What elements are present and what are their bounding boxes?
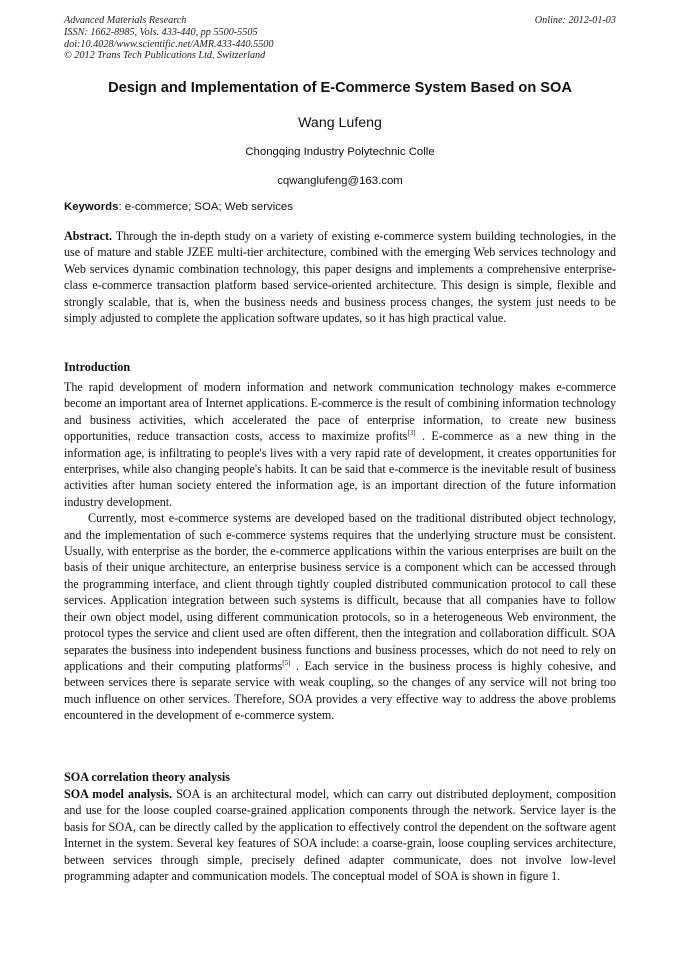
intro-p1-text-a: The rapid development of modern information and network communication technology makes e-commerce become an important area of Internet applications. E-commerce is the result of combining information technology and business activities, which accelerated the pace of enterprise information, to create new business opportunities, reduce transaction costs, access to maximize profits	[64, 380, 616, 444]
soa-model-paragraph	[64, 786, 616, 884]
citation-ref: [5]	[282, 658, 291, 667]
keywords-text: : e-commerce; SOA; Web services	[118, 201, 293, 213]
intro-paragraph-2	[64, 510, 616, 723]
online-date: Online: 2012-01-03	[534, 15, 616, 26]
copyright-line: © 2012 Trans Tech Publications Ltd, Switzerland	[64, 50, 266, 62]
soa-section-heading: SOA correlation theory analysis	[64, 770, 230, 784]
author-email: cqwanglufeng@163.com	[277, 175, 403, 187]
paper-title: Design and Implementation of E-Commerce System Based on SOA	[108, 80, 572, 96]
issn-line: ISSN: 1662-8985, Vols. 433-440, pp 5500-5505	[64, 26, 258, 38]
citation-ref: [3]	[407, 429, 416, 438]
journal-name: Advanced Materials Research	[64, 15, 187, 26]
journal-header	[64, 15, 616, 62]
intro-p2-text-b: . Each service in the business process is highly cohesive, and between services there is separate service with weak coupling, so the changes of any service will not bring too much influence on other services. Therefore, SOA provides a very effective way to address the above problems encountered in the development of e-commerce system.	[64, 658, 617, 723]
introduction-body	[64, 379, 616, 724]
soa-model-lead: SOA model analysis.	[64, 787, 172, 801]
abstract-paragraph	[64, 228, 616, 326]
author-affiliation: Chongqing Industry Polytechnic Colle	[245, 146, 435, 158]
soa-model-text: SOA is an architectural model, which can carry out distributed deployment, composition and use for the loose coupled coarse-grained application components through the network. Service layer is the basis for SOA, can be directly called by the application to effectively control the dependent on the software agent Internet in the system. Several key features of SOA include: a coarse-grain, loose coupling services architecture, between services through simple, precisely defined adapter communicate, does not involve low-level programming adapter and communication models. The conceptual model of SOA is shown in figure 1.	[64, 787, 617, 884]
doi-line: doi:10.4028/www.scientific.net/AMR.433-440.5500	[64, 38, 274, 50]
abstract-label: Abstract.	[64, 229, 113, 243]
author-name: Wang Lufeng	[298, 115, 382, 131]
intro-p1-text-b: . E-commerce as a new thing in the information age, is infiltrating to people's lives with a very rapid rate of development, it creates opportunities for enterprises, while also changing people's habits. It can be said that e-commerce is the inevitable result of business activities after human society entered the information age, is an important direction of the future information industry development.	[64, 429, 616, 509]
keywords-label: Keywords	[64, 201, 119, 213]
intro-paragraph-1	[64, 379, 616, 510]
intro-p2-text-a: Currently, most e-commerce systems are developed based on the traditional distributed object technology, and the implementation of such e-commerce systems requires that the underlying structure must be consistent. Usually, with enterprise as the border, the e-commerce applications within the various enterprises are built on the basis of their unique architecture, an enterprise business service is a component which can be accessed through the programming interface, and client through tightly coupled distributed communication protocol to call these services. Application integration between such systems is difficult, because that all companies have to follow their own object model, using different communication protocols, so in a heterogeneous Web environment, the protocol types the service and client used are often different, then the integration and collaboration difficult. SOA separates the business into independent business functions and business processes, which do not need to rely on applications and their computing platforms	[64, 511, 616, 673]
abstract-text: Through the in-depth study on a variety of existing e-commerce system building technologies, in the use of mature and stable JZEE multi-tier architecture, combined with the emerging Web services technology and Web services dynamic combination technology, this paper designs and implements a comprehensive enterprise-class e-commerce transaction platform based service-oriented architecture. This design is simple, flexible and strongly scalable, that is, when the business needs and business process changes, the system just needs to be simply adjusted to complete the application software updates, so it has high practical value.	[64, 229, 616, 326]
introduction-heading: Introduction	[64, 360, 131, 374]
keywords-line	[64, 201, 616, 213]
